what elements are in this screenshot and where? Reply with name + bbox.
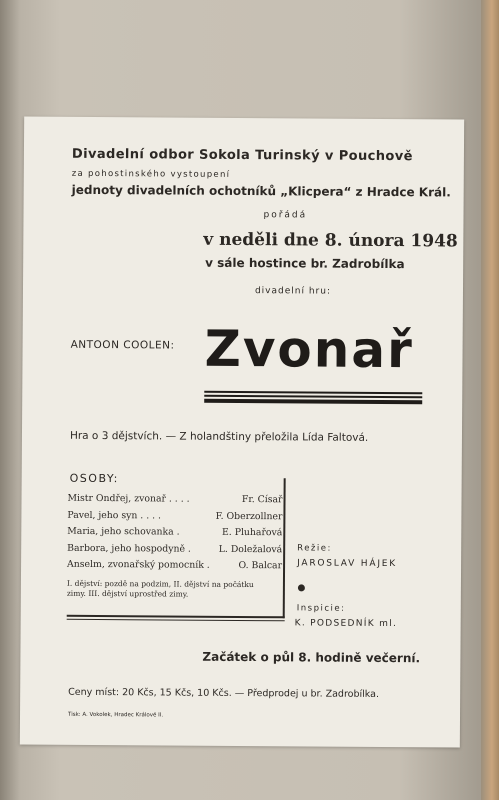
guest-performance-line: za pohostinského vystoupení <box>71 168 231 180</box>
director-label: Režie: <box>297 543 332 554</box>
organizer-line: Divadelní odbor Sokola Turinský v Pouchově <box>71 146 413 165</box>
poster-sheet <box>20 116 464 747</box>
ticket-prices: Ceny míst: 20 Kčs, 15 Kčs, 10 Kčs. — Předprodej u br. Zadrobílka. <box>68 686 380 700</box>
cast-heading: OSOBY: <box>69 471 119 486</box>
cast-role: Anselm, zvonařský pomocník . <box>67 558 210 571</box>
cast-actor: E. Pluhařová <box>221 526 283 539</box>
play-label: divadelní hru: <box>254 286 332 297</box>
cast-box-border <box>283 478 286 618</box>
start-time: Začátek o půl 8. hodině večerní. <box>202 649 421 666</box>
cast-role: Mistr Ondřej, zvonař . . . . <box>67 492 190 505</box>
director-name: JAROSLAV HÁJEK <box>297 558 398 570</box>
printer-line: Tisk: A. Vokolek, Hradec Králové II. <box>68 711 164 719</box>
troupe-line: jednoty divadelních ochotníků „Klicpera“ z Hradce Král. <box>71 182 451 200</box>
act-note-line: I. dějství: pozdě na podzim, II. dějství na počátku <box>66 578 254 590</box>
act-note-line: zimy. III. dějství uprostřed zimy. <box>66 588 189 599</box>
play-author: ANTOON COOLEN: <box>70 338 175 352</box>
cast-actor: Fr. Císař <box>241 494 283 506</box>
title-rules <box>204 391 422 407</box>
cast-actor: L. Doležalová <box>218 543 283 555</box>
event-date: v neděli dne 8. února 1948 <box>203 229 458 252</box>
book-edge <box>481 0 499 800</box>
cast-row <box>67 509 282 527</box>
cast-role: Barbora, jeho hospodyně . <box>67 542 191 555</box>
event-venue: v sále hostince br. Zadrobílka <box>205 255 405 272</box>
cast-actor: F. Oberzollner <box>215 510 283 522</box>
inspice-name: K. PODSEDNÍK ml. <box>294 618 398 630</box>
play-title: Zvonař <box>204 319 414 380</box>
play-subtitle: Hra o 3 dějstvích. — Z holandštiny přeložila Lída Faltová. <box>69 429 369 444</box>
presents-line: pořádá <box>263 210 308 221</box>
cast-row <box>67 559 282 577</box>
cast-list <box>67 493 283 577</box>
cast-box-rules <box>67 615 285 624</box>
cast-row <box>67 542 282 560</box>
inspice-label: Inspicie: <box>296 603 346 614</box>
act-note <box>67 579 254 600</box>
cast-role: Maria, jeho schovanka . <box>67 525 180 538</box>
cast-role: Pavel, jeho syn . . . . <box>67 509 162 521</box>
cast-actor: O. Balcar <box>238 559 283 572</box>
cast-row <box>67 493 282 511</box>
bullet-dot <box>298 584 305 591</box>
cast-row <box>67 526 282 544</box>
